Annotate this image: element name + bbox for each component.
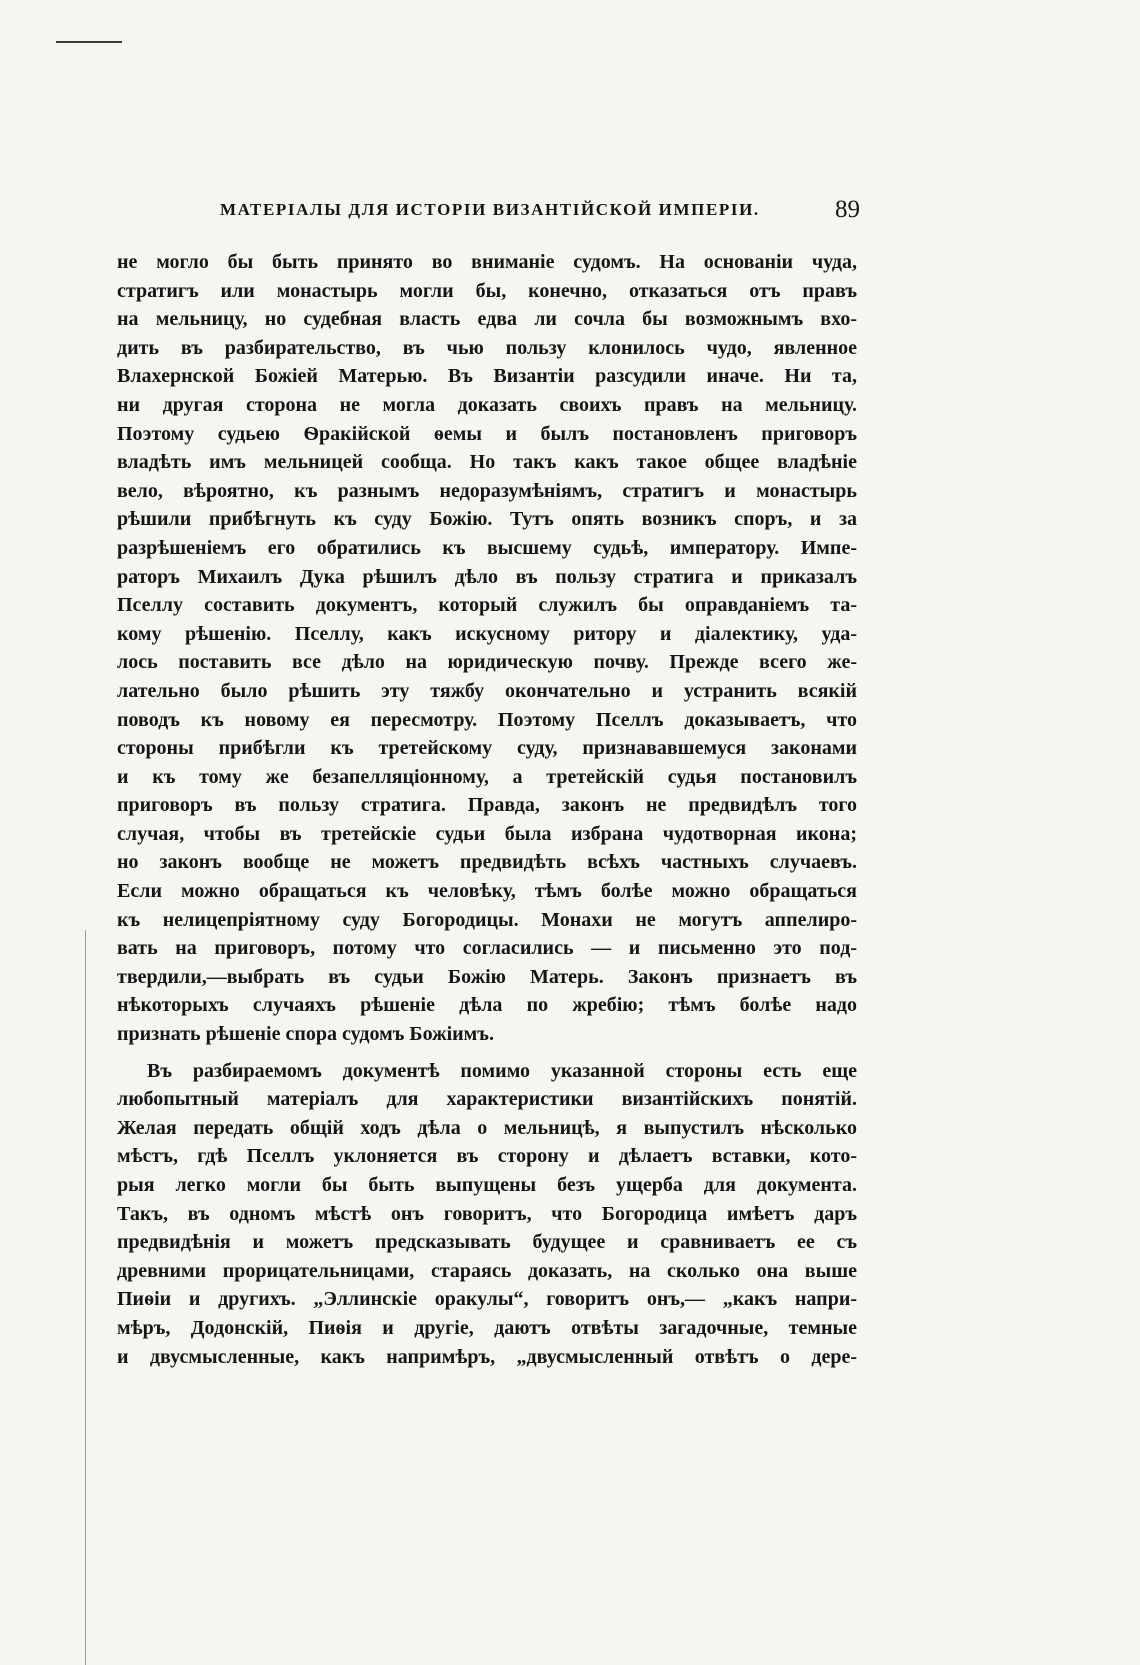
paragraph [117,248,857,1049]
text-line: любопытный матеріалъ для характеристики византійскихъ понятій. [117,1088,857,1111]
text-line: и къ тому же безапелляціонному, а третейскій судья постановилъ [117,765,857,788]
body-text [117,248,857,1371]
text-line: Такъ, въ одномъ мѣстѣ онъ говоритъ, что Богородица имѣетъ даръ [117,1202,857,1225]
running-header [220,196,860,230]
text-line: вать на приговоръ, потому что согласились — и письменно это под- [117,937,857,960]
text-line: поводъ къ новому ея пересмотру. Поэтому Пселлъ доказываетъ, что [117,708,857,731]
text-line: къ нелицепріятному суду Богородицы. Монахи не могутъ аппелиро- [117,908,857,931]
text-line: древними прорицательницами, стараясь доказать, на сколько она выше [117,1259,857,1282]
page-number: 89 [835,196,860,223]
text-line: стороны прибѣгли къ третейскому суду, признававшемуся законами [117,737,857,760]
text-line: мѣръ, Додонскій, Пиѳія и другіе, даютъ отвѣты загадочные, темные [117,1316,857,1339]
text-line: дить въ разбирательство, въ чью пользу клонилось чудо, явленное [117,336,857,359]
text-line: твердили,—выбрать въ судьи Божію Матерь. Законъ признаетъ въ [117,965,857,988]
text-line: но законъ вообще не можетъ предвидѣть всѣхъ частныхъ случаевъ. [117,851,857,874]
running-title: МАТЕРІАЛЫ ДЛЯ ИСТОРІИ ВИЗАНТІЙСКОЙ ИМПЕРІИ. [220,200,760,219]
paragraph [117,1057,857,1372]
text-line: лательно было рѣшить эту тяжбу окончательно и устранить всякій [117,679,857,702]
text-line: кому рѣшенію. Пселлу, какъ искусному ритору и діалектику, уда- [117,622,857,645]
text-line: нѣкоторыхъ случаяхъ рѣшеніе дѣла по жребію; тѣмъ болѣе надо [117,994,857,1017]
text-line: владѣть имъ мельницей сообща. Но такъ какъ такое общее владѣніе [117,451,857,474]
text-line: предвидѣнія и можетъ предсказывать будущее и сравниваетъ ее съ [117,1231,857,1254]
text-line: рѣшили прибѣгнуть къ суду Божію. Тутъ опять возникъ споръ, и за [117,508,857,531]
scan-edge-mark [56,41,122,43]
text-line: Желая передать общій ходъ дѣла о мельницѣ, я выпустилъ нѣсколько [117,1116,857,1139]
text-line: Пиѳіи и другихъ. „Эллинскіе оракулы“, говоритъ онъ,— „какъ напри- [117,1288,857,1311]
text-line: Влахернской Божіей Матерью. Въ Византіи разсудили иначе. Ни та, [117,365,857,388]
text-line: случая, чтобы въ третейскіе судьи была избрана чудотворная икона; [117,822,857,845]
text-line: приговоръ въ пользу стратига. Правда, законъ не предвидѣлъ того [117,794,857,817]
text-line: на мельницу, но судебная власть едва ли сочла бы возможнымъ вхо- [117,308,857,331]
text-line: лось поставить все дѣло на юридическую почву. Прежде всего же- [117,651,857,674]
text-line: и двусмысленные, какъ напримѣръ, „двусмысленный отвѣтъ о дере- [117,1345,857,1368]
text-line: рыя легко могли бы быть выпущены безъ ущерба для документа. [117,1174,857,1196]
text-line: разрѣшеніемъ его обратились къ высшему судьѣ, императору. Импе- [117,536,857,559]
text-line: Поэтому судьею Ѳракійской ѳемы и былъ постановленъ приговоръ [117,422,857,445]
text-line: ни другая сторона не могла доказать своихъ правъ на мельницу. [117,393,857,416]
text-line: мѣстъ, гдѣ Пселлъ уклоняется въ сторону и дѣлаетъ вставки, кото- [117,1145,857,1168]
text-line: Въ разбираемомъ документѣ помимо указанной стороны есть еще [147,1059,857,1082]
scan-binding-edge [85,930,86,1665]
text-line: вело, вѣроятно, къ разнымъ недоразумѣніямъ, стратигъ и монастырь [117,479,857,502]
text-line: не могло бы быть принято во вниманіе судомъ. На основаніи чуда, [117,251,857,273]
text-line: Пселлу составить документъ, который служилъ бы оправданіемъ та- [117,594,857,617]
text-line: признать рѣшеніе спора судомъ Божіимъ. [117,1023,494,1046]
text-line: Если можно обращаться къ человѣку, тѣмъ болѣе можно обращаться [117,880,857,903]
text-line: раторъ Михаилъ Дука рѣшилъ дѣло въ пользу стратига и приказалъ [117,565,857,588]
text-line: стратигъ или монастырь могли бы, конечно, отказаться отъ правъ [117,279,857,302]
